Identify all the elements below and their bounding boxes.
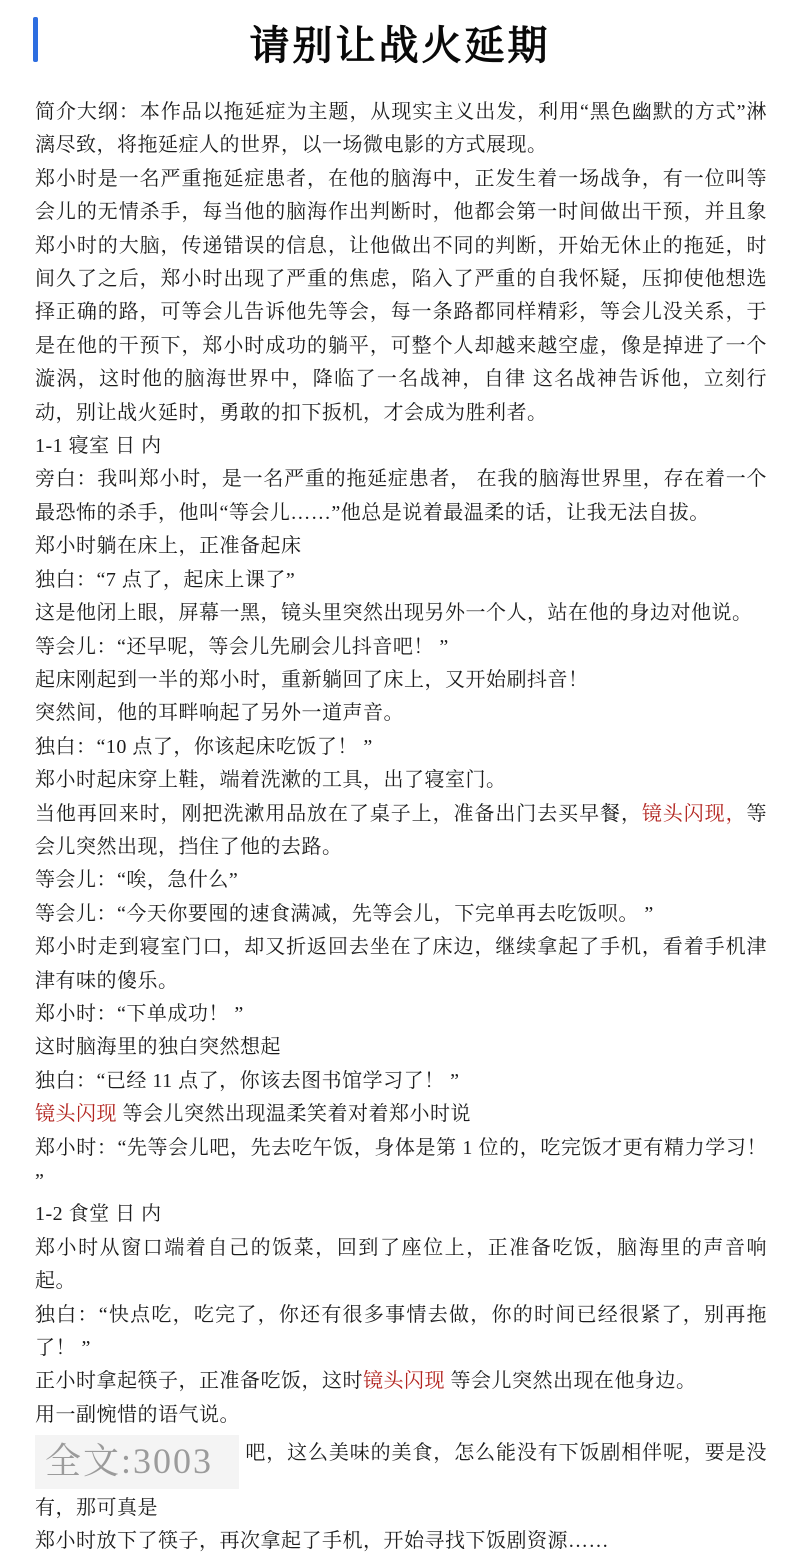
- camera-flash-highlight: 镜头闪现: [35, 1103, 117, 1126]
- camera-flash-highlight: 镜头闪现: [363, 1370, 445, 1393]
- script-line: [35, 931, 767, 998]
- script-line: [35, 898, 767, 931]
- script-text: 用一副惋惜的语气说。: [35, 1403, 240, 1426]
- script-text: 1-1 寝室 日 内: [35, 435, 162, 458]
- script-text: 等会儿：“还早呢，等会儿先刷会儿抖音吧！ ”: [35, 635, 449, 658]
- script-line: [35, 564, 767, 597]
- document-header: [0, 0, 800, 88]
- script-line: [35, 1365, 767, 1398]
- script-line: [35, 96, 767, 163]
- script-text: 郑小时是一名严重拖延症患者，在他的脑海中，正发生着一场战争，有一位叫等会儿的无情杀手，每当他的脑海作出判断时，他都会第一时间做出干预，并且象郑小时的大脑，传递错误的信息，让他做出不同的判断，开始无休止的拖延，时间久了之后，郑小时出现了严重的焦虑，陷入了严重的自我怀疑，压抑使他想选择正确的路，可等会儿告诉他先等会，每一条路都同样精彩，等会儿没关系，于是在他的干预下，郑小时成功的躺平，可整个人却越来越空虚，像是掉进了一个漩涡，这时他的脑海世界中，降临了一名战神，自律 这名战神告诉他，立刻行动，别让战火延时，勇敢的扣下扳机，才会成为胜利者。: [35, 167, 767, 424]
- scene-heading: [35, 430, 767, 463]
- script-text: 等会儿突然出现在他身边。: [445, 1370, 697, 1393]
- script-line: [35, 1232, 767, 1299]
- script-line: [35, 697, 767, 730]
- script-line: [35, 1432, 767, 1525]
- script-text: 这时脑海里的独白突然想起: [35, 1036, 281, 1059]
- script-line: [35, 530, 767, 563]
- script-text: 1-2 食堂 日 内: [35, 1203, 162, 1226]
- script-line: [35, 1065, 767, 1098]
- script-line: [35, 998, 767, 1031]
- text-cursor-accent-bar: [33, 17, 38, 62]
- script-line: [35, 1132, 767, 1199]
- script-text: 突然间，他的耳畔响起了另外一道声音。: [35, 702, 404, 725]
- script-line: [35, 731, 767, 764]
- script-text: 郑小时从窗口端着自己的饭菜，回到了座位上，正准备吃饭，脑海里的声音响起。: [35, 1236, 767, 1293]
- script-line: [35, 1098, 767, 1131]
- script-text: 独白：“7 点了，起床上课了”: [35, 568, 296, 591]
- document-title: 请别让战火延期: [249, 23, 551, 68]
- script-text: 简介大纲：本作品以拖延症为主题，从现实主义出发，利用“黑色幽默的方式”淋漓尽致，将拖延症人的世界，以一场微电影的方式展现。: [35, 101, 767, 157]
- script-body: [0, 88, 800, 1559]
- script-line: [35, 1031, 767, 1064]
- script-line: [35, 764, 767, 797]
- script-text: 等会儿突然出现，挡住了他的去路。: [35, 802, 768, 858]
- script-text: 旁白：我叫郑小时，是一名严重的拖延症患者， 在我的脑海世界里，存在着一个最恐怖的杀手，他叫“等会儿……”他总是说着最温柔的话，让我无法自拔。: [35, 468, 767, 524]
- script-text: 正小时拿起筷子，正准备吃饭，这时: [35, 1370, 363, 1393]
- script-text: 郑小时躺在床上，正准备起床: [35, 535, 302, 558]
- script-line: [35, 1299, 767, 1366]
- script-line: [35, 864, 767, 897]
- script-text: 当他再回来时，刚把洗漱用品放在了桌子上，准备出门去买早餐，: [35, 802, 642, 825]
- script-text: 独白：“快点吃，吃完了，你还有很多事情去做，你的时间已经很紧了，别再拖了！ ”: [35, 1303, 767, 1360]
- script-line: [35, 597, 767, 630]
- script-text: 郑小时放下了筷子，再次拿起了手机，开始寻找下饭剧资源……: [35, 1530, 609, 1553]
- script-line: [35, 664, 767, 697]
- script-line: [35, 1525, 767, 1558]
- script-text: 郑小时起床穿上鞋，端着洗漱的工具，出了寝室门。: [35, 769, 507, 792]
- script-text: 郑小时走到寝室门口，却又折返回去坐在了床边，继续拿起了手机，看着手机津津有味的傻乐。: [35, 936, 767, 992]
- script-line: [35, 631, 767, 664]
- camera-flash-highlight: 镜头闪现，: [641, 802, 747, 825]
- script-line: [35, 798, 767, 865]
- script-line: [35, 163, 767, 430]
- script-text: 等会儿：“今天你要囤的速食满减，先等会儿，下完单再去吃饭呗。 ”: [35, 902, 654, 925]
- word-count-badge: 全文:3003: [35, 1435, 239, 1489]
- script-line: [35, 1399, 767, 1432]
- script-text: 这是他闭上眼，屏幕一黑，镜头里突然出现另外一个人，站在他的身边对他说。: [35, 602, 753, 625]
- script-text: 郑小时：“先等会儿吧，先去吃午饭，身体是第 1 位的，吃完饭才更有精力学习！ ”: [35, 1136, 767, 1192]
- script-text: 起床刚起到一半的郑小时，重新躺回了床上，又开始刷抖音！: [35, 668, 589, 691]
- script-line: [35, 463, 767, 530]
- script-text: 等会儿突然出现温柔笑着对着郑小时说: [117, 1103, 471, 1126]
- script-text: 吧，这么美味的美食，怎么能没有下饭剧相伴呢，要是没有，那可真是: [35, 1442, 767, 1519]
- script-text: 独白：“10 点了，你该起床吃饭了！ ”: [35, 735, 373, 758]
- script-text: 等会儿：“唉，急什么”: [35, 869, 239, 892]
- scene-heading: [35, 1198, 767, 1231]
- script-text: 郑小时：“下单成功！ ”: [35, 1002, 244, 1025]
- script-text: 独白：“已经 11 点了，你该去图书馆学习了！ ”: [35, 1069, 460, 1092]
